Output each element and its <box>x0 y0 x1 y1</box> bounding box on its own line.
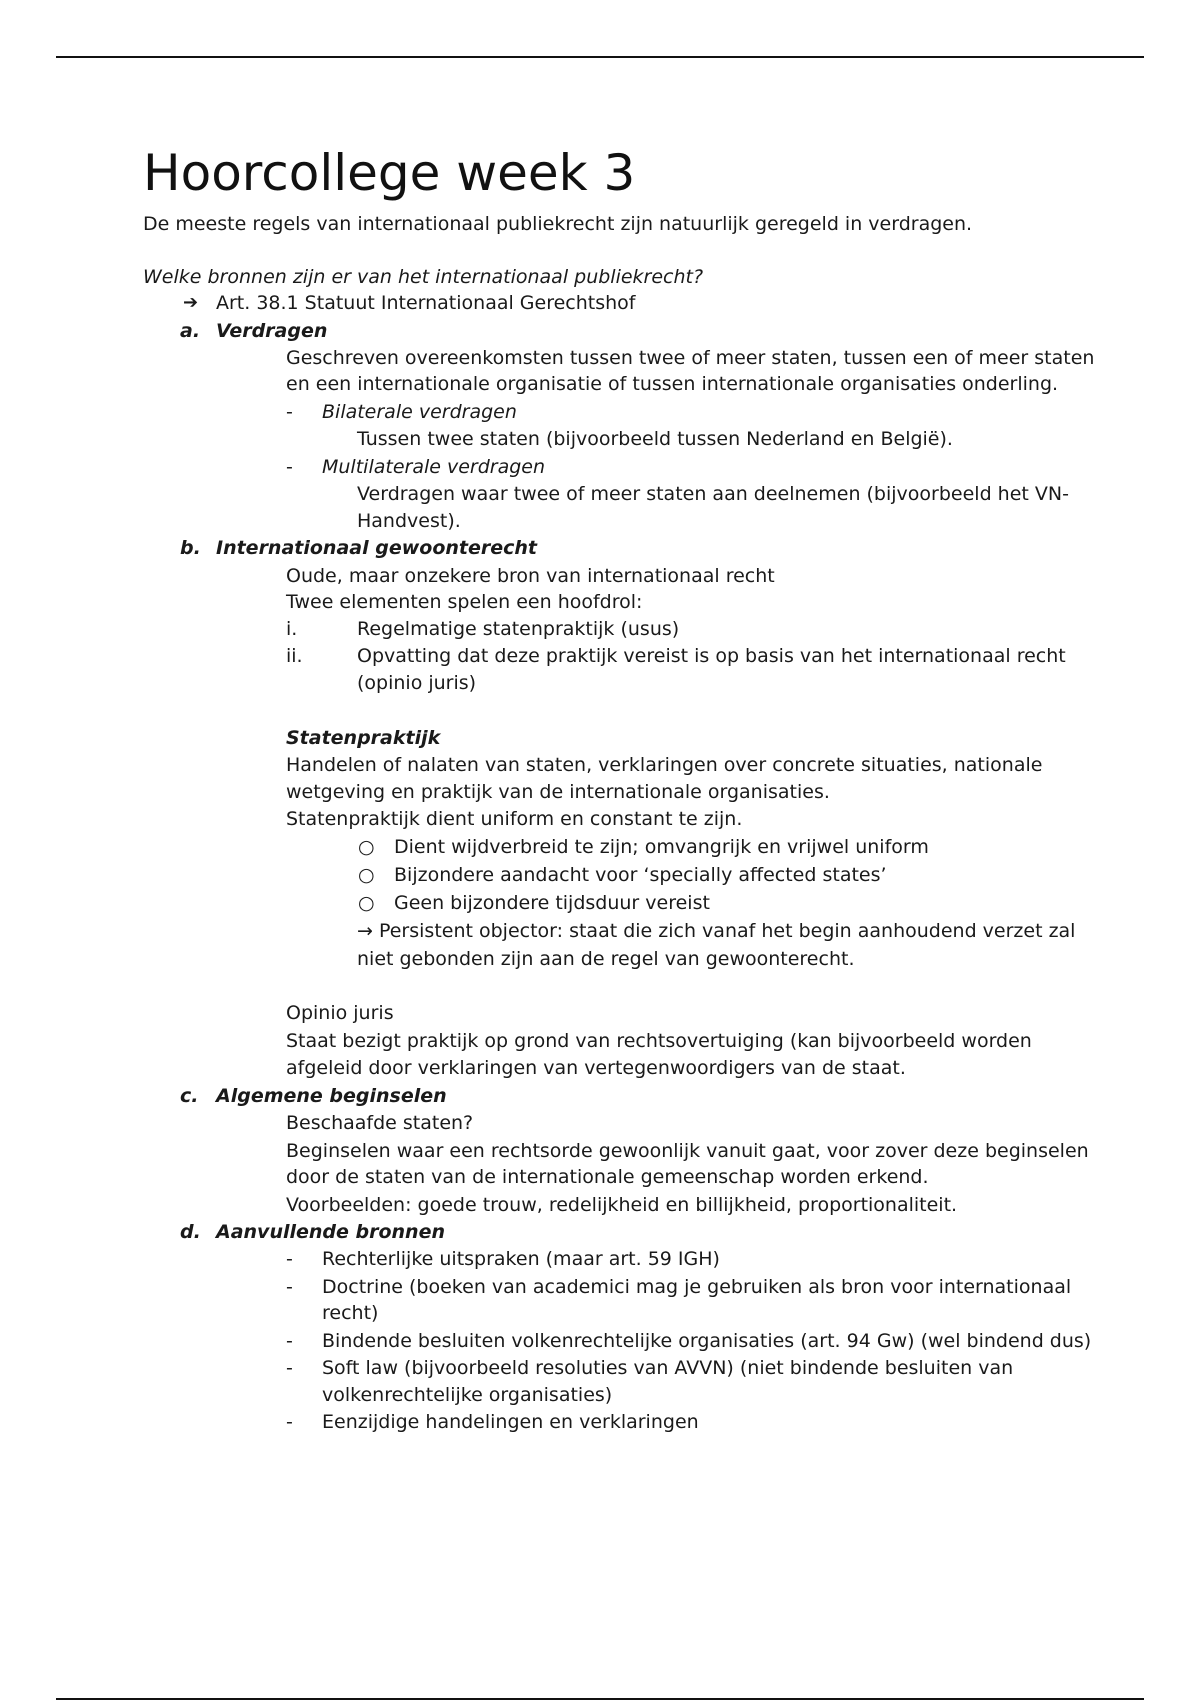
statenpraktijk-bullet2: Bijzondere aandacht voor ‘specially affected states’ <box>394 864 887 886</box>
list-item-i: Regelmatige statenpraktijk (usus) <box>357 618 680 640</box>
bullet-dash: - <box>286 1248 293 1270</box>
arrow-right-icon: ➔ <box>183 292 199 313</box>
section-d-item4-line2: volkenrechtelijke organisaties) <box>322 1384 613 1406</box>
section-d-item4-line1: Soft law (bijvoorbeeld resoluties van AVVN) (niet bindende besluiten van <box>322 1357 1014 1379</box>
circle-bullet-icon: ○ <box>358 864 375 886</box>
list-marker-i: i. <box>286 618 298 640</box>
section-b-heading: Internationaal gewoonterecht <box>216 537 537 559</box>
multilateral-label: Multilaterale verdragen <box>322 456 546 478</box>
section-d-item2-line2: recht) <box>322 1302 379 1324</box>
header-rule <box>56 56 1144 58</box>
section-c-line4: Voorbeelden: goede trouw, redelijkheid en billijkheid, proportionaliteit. <box>286 1194 958 1216</box>
section-a-heading: Verdragen <box>216 320 328 342</box>
statenpraktijk-line2: wetgeving en praktijk van de internationale organisaties. <box>286 781 830 803</box>
opinio-juris-line2: afgeleid door verklaringen van vertegenwoordigers van de staat. <box>286 1057 906 1079</box>
list-item-ii-line2: (opinio juris) <box>357 672 477 694</box>
bullet-dash: - <box>286 456 293 478</box>
opinio-juris-heading: Opinio juris <box>286 1002 394 1024</box>
section-d-marker: d. <box>180 1221 201 1243</box>
section-d-item3: Bindende besluiten volkenrechtelijke organisaties (art. 94 Gw) (wel bindend dus) <box>322 1330 1092 1352</box>
circle-bullet-icon: ○ <box>358 892 375 914</box>
section-d-item1: Rechterlijke uitspraken (maar art. 59 IGH) <box>322 1248 720 1270</box>
section-c-line2: Beginselen waar een rechtsorde gewoonlijk vanuit gaat, voor zover deze beginselen <box>286 1140 1089 1162</box>
section-a-desc-line1: Geschreven overeenkomsten tussen twee of meer staten, tussen een of meer staten <box>286 347 1095 369</box>
section-b-line2: Twee elementen spelen een hoofdrol: <box>286 591 643 613</box>
statenpraktijk-bullet3: Geen bijzondere tijdsduur vereist <box>394 892 710 914</box>
opinio-juris-line1: Staat bezigt praktijk op grond van rechtsovertuiging (kan bijvoorbeeld worden <box>286 1030 1032 1052</box>
multilateral-desc-line2: Handvest). <box>357 510 461 532</box>
bullet-dash: - <box>286 401 293 423</box>
list-marker-ii: ii. <box>286 645 303 667</box>
section-b-marker: b. <box>180 537 201 559</box>
bullet-dash: - <box>286 1357 293 1379</box>
statenpraktijk-line1: Handelen of nalaten van staten, verklaringen over concrete situaties, nationale <box>286 754 1043 776</box>
bilateral-label: Bilaterale verdragen <box>322 401 517 423</box>
section-c-line3: door de staten van de internationale gemeenschap worden erkend. <box>286 1166 929 1188</box>
persistent-objector-line2: niet gebonden zijn aan de regel van gewoonterecht. <box>357 948 855 970</box>
section-c-line1: Beschaafde staten? <box>286 1112 474 1134</box>
section-a-desc-line2: en een internationale organisatie of tussen internationale organisaties onderling. <box>286 373 1059 395</box>
bilateral-desc: Tussen twee staten (bijvoorbeeld tussen Nederland en België). <box>357 428 953 450</box>
persistent-objector-line1: → Persistent objector: staat die zich vanaf het begin aanhoudend verzet zal <box>357 920 1076 942</box>
bullet-dash: - <box>286 1276 293 1298</box>
section-d-heading: Aanvullende bronnen <box>216 1221 445 1243</box>
section-c-marker: c. <box>180 1085 199 1107</box>
bullet-dash: - <box>286 1330 293 1352</box>
section-d-item5: Eenzijdige handelingen en verklaringen <box>322 1411 699 1433</box>
bullet-dash: - <box>286 1411 293 1433</box>
list-item-ii-line1: Opvatting dat deze praktijk vereist is op basis van het internationaal recht <box>357 645 1066 667</box>
intro-text: De meeste regels van internationaal publiekrecht zijn natuurlijk geregeld in verdragen. <box>143 213 973 235</box>
section-c-heading: Algemene beginselen <box>216 1085 447 1107</box>
circle-bullet-icon: ○ <box>358 836 375 858</box>
statenpraktijk-line3: Statenpraktijk dient uniform en constant te zijn. <box>286 808 743 830</box>
section-d-item2-line1: Doctrine (boeken van academici mag je gebruiken als bron voor internationaal <box>322 1276 1072 1298</box>
statenpraktijk-heading: Statenpraktijk <box>286 727 441 749</box>
multilateral-desc-line1: Verdragen waar twee of meer staten aan deelnemen (bijvoorbeeld het VN- <box>357 483 1069 505</box>
arrow-text: Art. 38.1 Statuut Internationaal Gerechtshof <box>216 292 636 314</box>
statenpraktijk-bullet1: Dient wijdverbreid te zijn; omvangrijk en vrijwel uniform <box>394 836 929 858</box>
page-title: Hoorcollege week 3 <box>143 144 636 202</box>
question-text: Welke bronnen zijn er van het internationaal publiekrecht? <box>143 266 704 288</box>
section-a-marker: a. <box>180 320 201 342</box>
section-b-line1: Oude, maar onzekere bron van internationaal recht <box>286 565 775 587</box>
